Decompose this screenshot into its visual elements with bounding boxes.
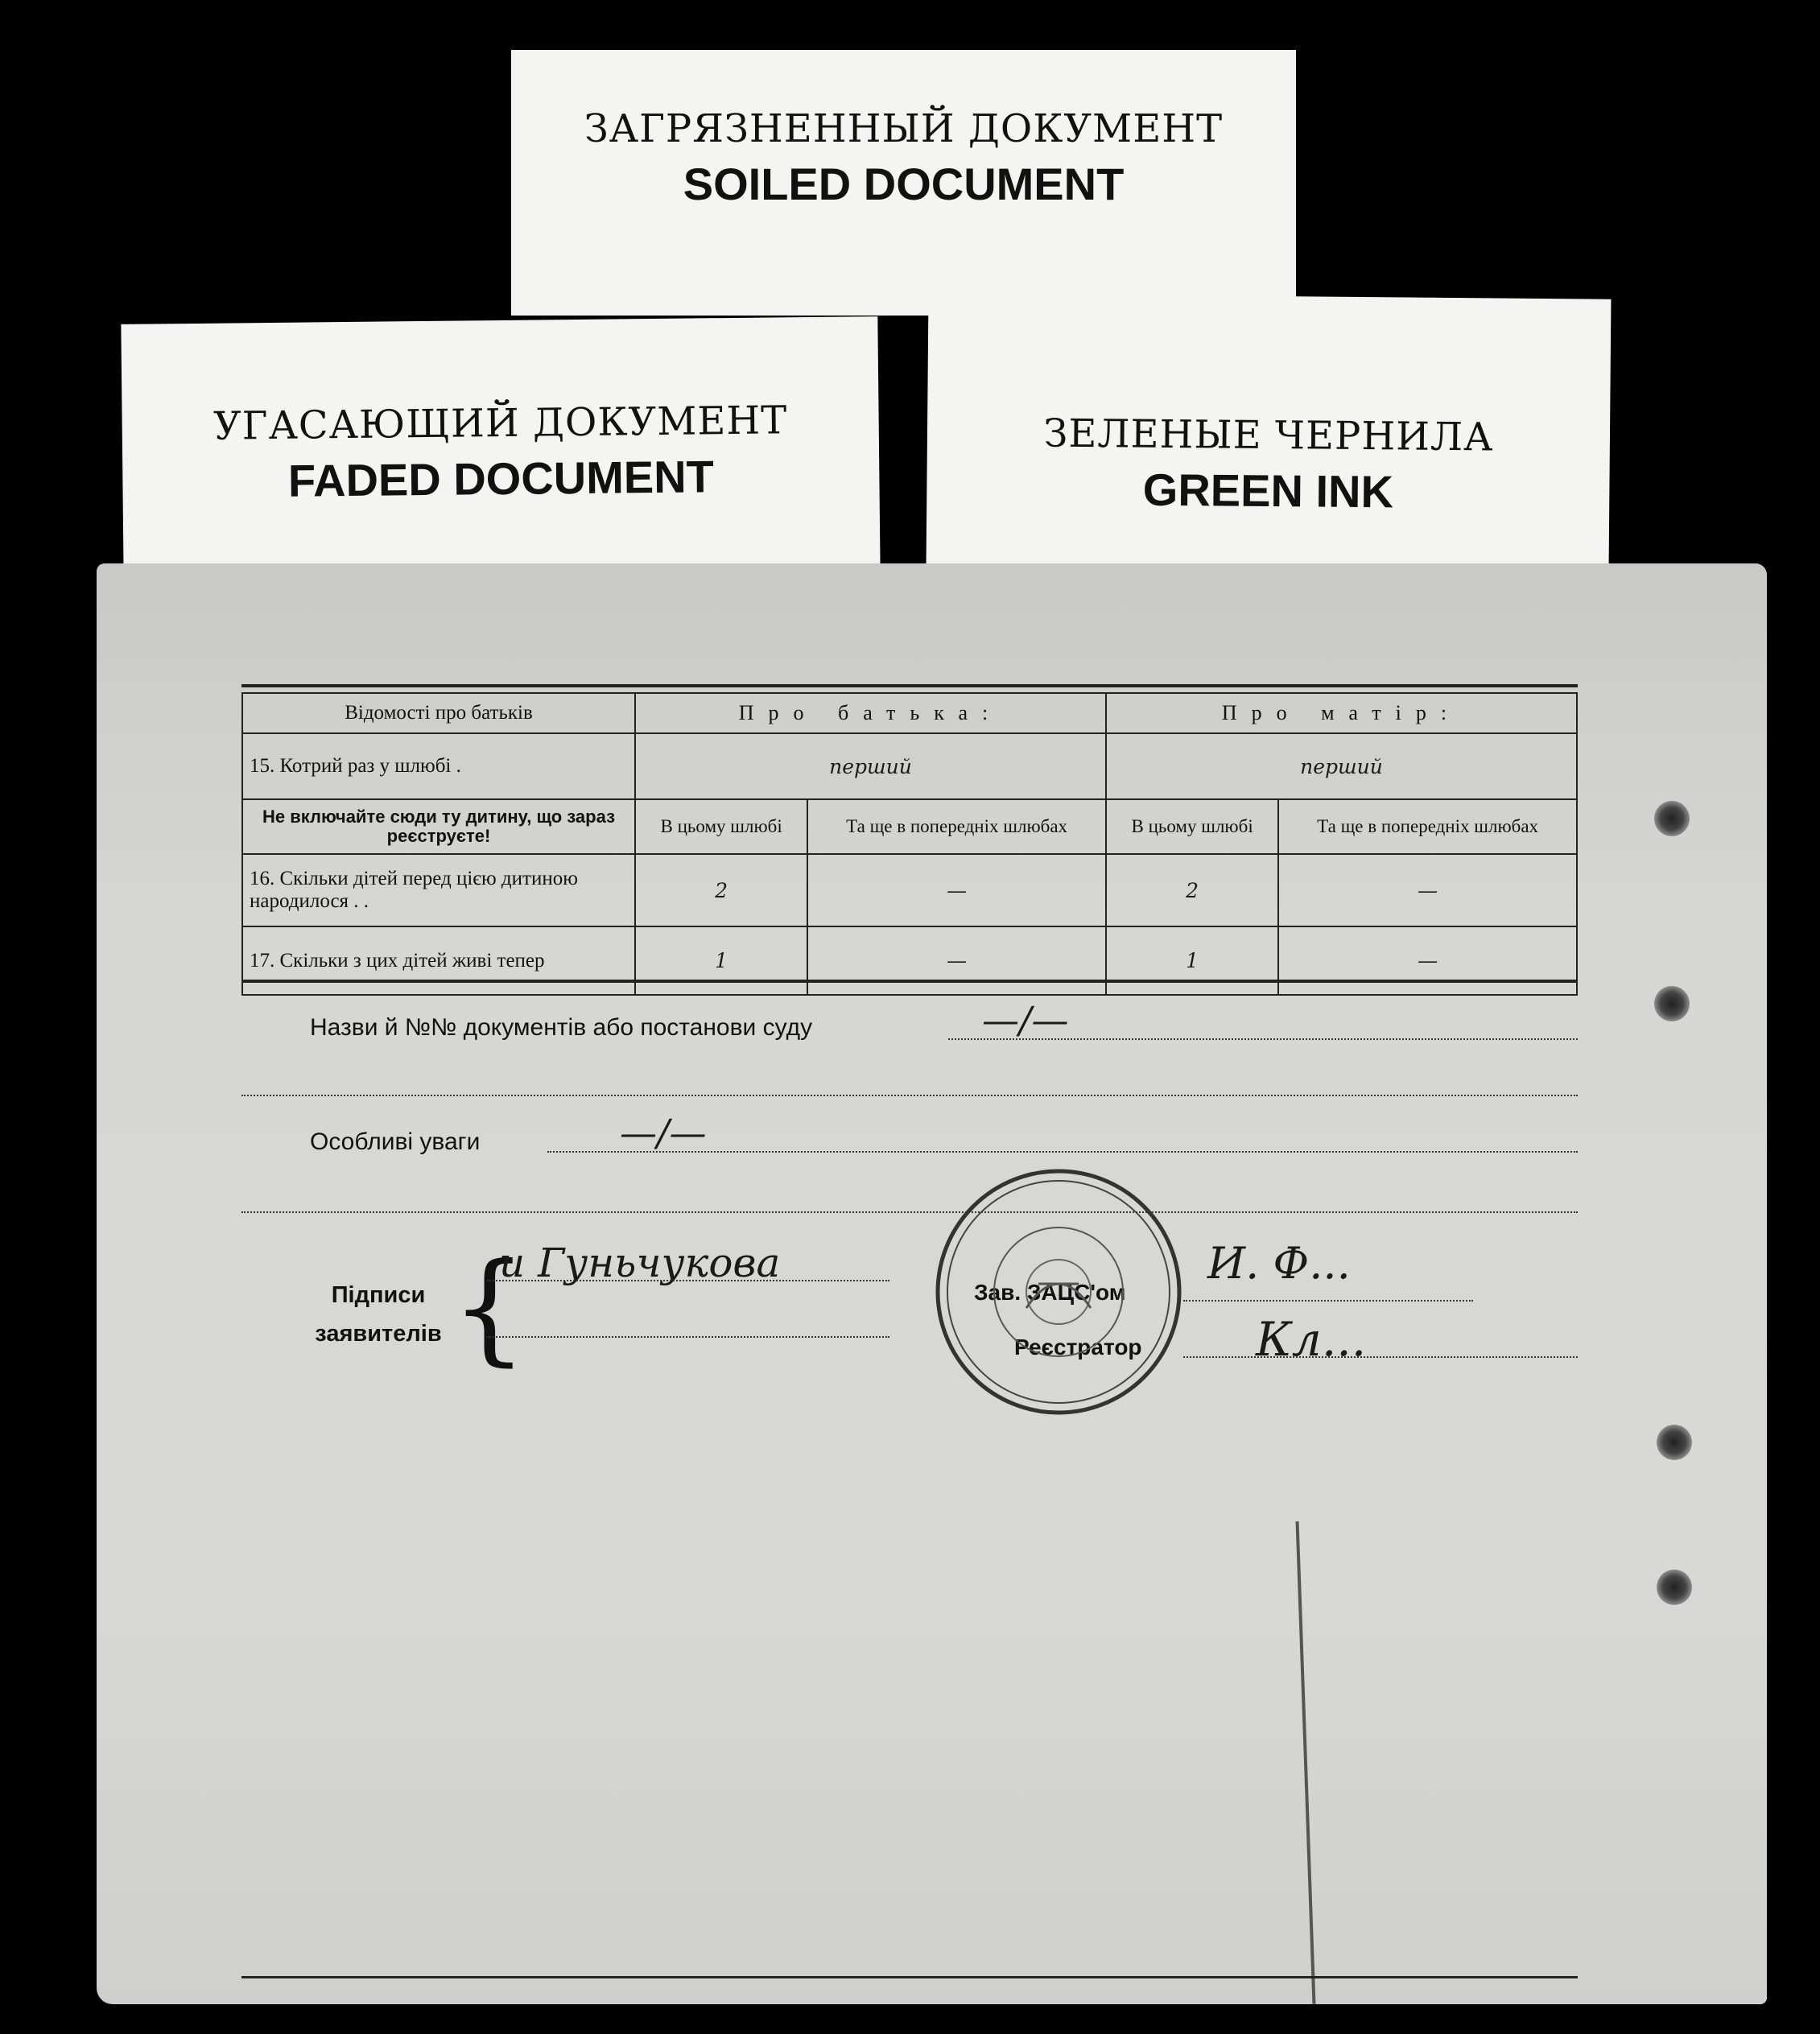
documents-label: Назви й №№ документів або постанови суду <box>310 1014 813 1041</box>
applicant-sig-line-2 <box>487 1336 889 1338</box>
table-row <box>242 926 1577 995</box>
top-rule <box>241 684 1578 687</box>
paper-tear <box>1296 1521 1316 2004</box>
table-row <box>242 733 1577 799</box>
row16-mother-prev: — <box>1278 854 1577 926</box>
head-signature: И. Ф... <box>1207 1238 1351 1289</box>
section-title: Відомості про батьків <box>242 693 635 733</box>
head-zags-label: Зав. ЗАЦС'ом <box>974 1280 1126 1305</box>
punch-hole-icon <box>1657 1570 1692 1605</box>
row17-father-prev: — <box>807 926 1106 995</box>
document-sheet <box>97 563 1767 2004</box>
head-sig-line <box>1183 1300 1473 1302</box>
punch-hole-icon <box>1654 986 1690 1021</box>
row15-mother-value: перший <box>1106 733 1577 799</box>
exclusion-note: Не включайте сюди ту дитину, що зараз реєструєте! <box>242 799 635 854</box>
green-label-en: GREEN INK <box>1142 464 1394 518</box>
mother-header: Про матір: <box>1106 693 1577 733</box>
row17-mother-prev: — <box>1278 926 1577 995</box>
row17-label: 17. Скільки з цих дітей живі тепер <box>242 926 635 995</box>
row16-label: 16. Скільки дітей перед цією дитиною народилося . . <box>242 854 635 926</box>
applicant-sig-line-1 <box>487 1280 889 1281</box>
applicant-signature: и Гуньчукова <box>499 1240 781 1286</box>
father-prev-marriages-header: Та ще в попередніх шлюбах <box>807 799 1106 854</box>
table-bottom-rule <box>241 980 1578 983</box>
registrar-sig-line <box>1183 1356 1578 1358</box>
row15-label: 15. Котрий раз у шлюбі . <box>242 733 635 799</box>
row17-father-this: 1 <box>635 926 807 995</box>
faded-label-ru: УГАСАЮЩИЙ ДОКУМЕНТ <box>213 398 788 449</box>
father-header: Про батька: <box>635 693 1106 733</box>
brace-icon: { <box>451 1238 528 1378</box>
notes-label: Особливі уваги <box>310 1128 481 1155</box>
registrar-label: Реєстратор <box>1014 1335 1142 1359</box>
soiled-document-label <box>511 50 1296 316</box>
father-this-marriage-header: В цьому шлюбі <box>635 799 807 854</box>
bottom-rule <box>241 1976 1578 1978</box>
table-subheader-row <box>242 799 1577 854</box>
faded-document-label <box>121 316 880 582</box>
notes-line-2 <box>241 1211 1578 1213</box>
faded-label-en: FADED DOCUMENT <box>287 451 715 506</box>
registrar-signature: Кл... <box>1256 1312 1367 1367</box>
punch-hole-icon <box>1657 1425 1692 1460</box>
soiled-label-en: SOILED DOCUMENT <box>683 159 1125 209</box>
punch-hole-icon <box>1654 801 1690 836</box>
notes-value: —/— <box>620 1111 707 1154</box>
table-row <box>242 854 1577 926</box>
parents-info-table <box>241 692 1578 996</box>
row16-mother-this: 2 <box>1106 854 1278 926</box>
green-label-ru: ЗЕЛЕНЫЕ ЧЕРНИЛА <box>1043 411 1494 460</box>
official-seal-icon <box>930 1163 1187 1421</box>
documents-value: —/— <box>982 998 1069 1042</box>
green-ink-label <box>927 293 1612 572</box>
row15-father-value: перший <box>635 733 1106 799</box>
mother-this-marriage-header: В цьому шлюбі <box>1106 799 1278 854</box>
mother-prev-marriages-header: Та ще в попередніх шлюбах <box>1278 799 1577 854</box>
table-header-row <box>242 693 1577 733</box>
documents-line-2 <box>241 1095 1578 1096</box>
row17-mother-this: 1 <box>1106 926 1278 995</box>
signatures-label: Підписи заявителів <box>315 1282 442 1347</box>
soiled-label-ru: ЗАГРЯЗНЕННЫЙ ДОКУМЕНТ <box>584 106 1224 151</box>
row16-father-this: 2 <box>635 854 807 926</box>
row16-father-prev: — <box>807 854 1106 926</box>
